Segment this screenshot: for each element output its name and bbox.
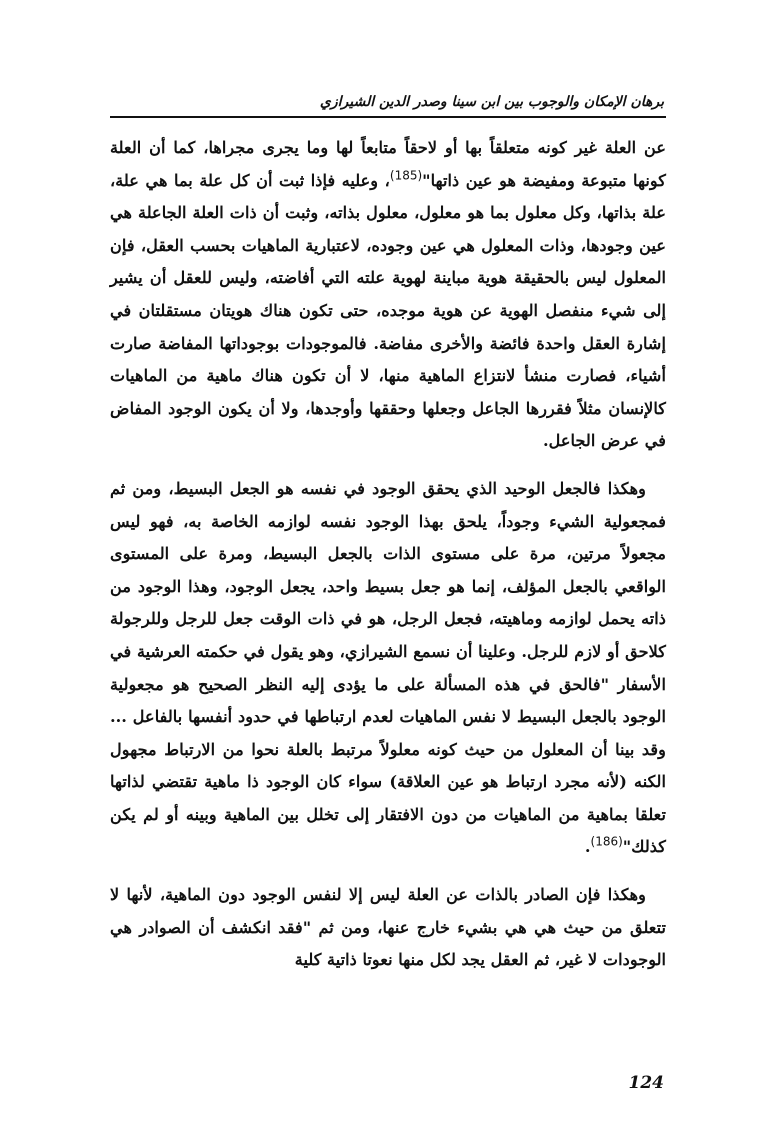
body-text	[110, 132, 666, 977]
paragraph-3	[110, 879, 666, 977]
paragraph-2-text: وهكذا فالجعل الوحيد الذي يحقق الوجود في نفسه هو الجعل البسيط، ومن ثم فمجعولية الشيء وجوداً، يلحق بهذا الوجود نفسه لوازمه الخاصة به، فهو ليس مجعولاً مرتين، مرة على مستوى الذات بالجعل البسيط، ومرة على المستوى الواقعي بالجعل المؤلف، إنما هو جعل بسيط واحد، يجعل الوجود، وهذا الوجود من ذاته يحمل لوازمه وماهيته، فجعل الرجل، هو في ذات الوقت جعل للرجل وللرجولة كلاحق أو لازم للرجل. وعلينا أن نسمع الشيرازي، وهو يقول في حكمته العرشية في الأسفار "فالحق في هذه المسألة على ما يؤدى إليه النظر الصحيح هو مجعولية الوجود بالجعل البسيط لا نفس الماهيات لعدم ارتباطها في حدود أنفسها بالفاعل ... وقد بينا أن المعلول من حيث كونه معلولاً مرتبط بالعلة نحوا من الارتباط مجهول الكنه (لأنه مجرد ارتباط هو عين العلاقة) سواء كان الوجود ذا ماهية تقتضي لذاتها تعلقا بماهية من الماهيات من دون الافتقار إلى تخلل بين الماهية وبينه أو لم يكن كذلك"	[110, 478, 666, 857]
paragraph-3-text: وهكذا فإن الصادر بالذات عن العلة ليس إلا لنفس الوجود دون الماهية، لأنها لا تتعلق من حيث هي هي بشيء خارج عنها، ومن ثم "فقد انكشف أن الصوادر هي الوجودات لا غير، ثم العقل يجد لكل منها نعوتا ذاتية كلية	[110, 885, 666, 970]
book-page	[110, 92, 666, 1102]
page-number: 124	[628, 1073, 664, 1093]
paragraph-1	[110, 132, 666, 458]
paragraph-2-text-end: .	[584, 837, 591, 857]
footnote-marker-185: (185)	[389, 168, 423, 183]
paragraph-2	[110, 473, 666, 864]
running-header: برهان الإمكان والوجوب بين ابن سينا وصدر الدين الشيرازي	[110, 92, 666, 118]
paragraph-1-text: عن العلة غير كونه متعلقاً بها أو لاحقاً متابعاً لها وما يجرى مجراها، كما أن العلة كونها متبوعة ومفيضة هو عين ذاتها"	[110, 138, 667, 190]
footnote-marker-186: (186)	[590, 835, 623, 850]
paragraph-1-text-continued: ، وعليه فإذا ثبت أن كل علة بما هي علة، علة بذاتها، وكل معلول بما هو معلول، معلول بذاته، وثبت أن ذات العلة الجاعلة هي عين وجودها، وذات المعلول هي عين وجوده، لاعتبارية الماهيات بحسب العقل، فإن المعلول ليس بالحقيقة هوية مباينة لهوية علته التي أفاضته، وليس للعقل أن يشير إلى شيء منفصل الهوية عن هوية موجده، حتى تكون هناك هويتان مستقلتان في إشارة العقل واحدة فائضة والأخرى مفاضة. فالموجودات بوجوداتها المفاضة صارت أشياء، فصارت منشأ لانتزاع الماهية منها، لا أن تكون هناك ماهية من الماهيات كالإنسان مثلاً فقررها الجاعل وجعلها وحققها وأوجدها، ولا أن يكون الوجود المفاض في عرض الجاعل.	[110, 170, 666, 451]
